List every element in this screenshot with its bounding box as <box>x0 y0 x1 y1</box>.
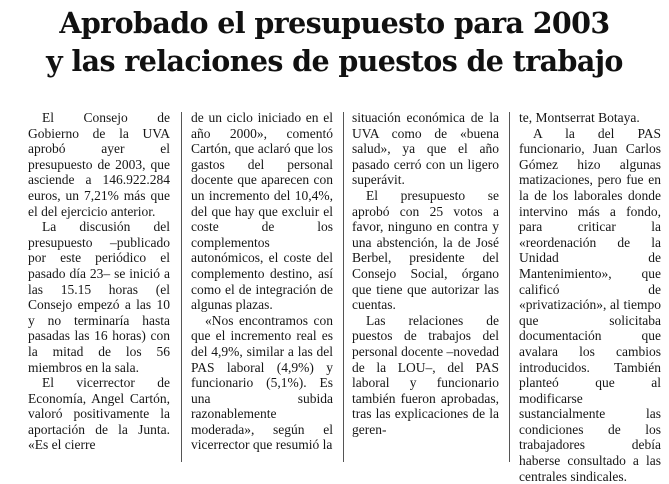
article-column-4 <box>519 110 661 484</box>
paragraph: te, Montserrat Botaya. <box>519 110 640 125</box>
headline-line-2: y las relaciones de puestos de trabajo <box>46 44 623 78</box>
paragraph: situación económica de la UVA como de «buena salud», ya que el año pasado cerró con un ligero superávit. <box>352 110 499 188</box>
paragraph: La discusión del presupuesto –publicado por este periódico el pasado día 23– se inició a las 15.15 horas (el Consejo empezó a las 10 y no terminaría hasta pasadas las 16 horas) con la mitad de los 56 miembros en la sala. <box>28 219 170 375</box>
paragraph: El presupuesto se aprobó con 25 votos a favor, ninguno en contra y una abstención, la de José Berbel, presidente del Consejo Social, órgano que tiene que autorizar las cuentas. <box>352 187 499 313</box>
column-rule <box>509 112 510 462</box>
paragraph: «Nos encontramos con que el incremento real es del 4,9%, similar a las del PAS laboral (4,9%) y funcionario (5,1%). Es una subida razonablemente moderada», según el vicerrector que resumió la <box>191 312 333 453</box>
headline-line-1: Aprobado el presupuesto para 2003 <box>59 6 610 40</box>
article-column-3 <box>352 110 499 465</box>
column-rule <box>181 112 182 462</box>
column-rule <box>343 112 344 462</box>
paragraph: El Consejo de Gobierno de la UVA aprobó ayer el presupuesto de 2003, que asciende a 146.922.284 euros, un 7,21% más que el del ejercicio anterior. <box>28 110 170 219</box>
article-column-2 <box>191 110 333 465</box>
paragraph: de un ciclo iniciado en el año 2000», comentó Cartón, que aclaró que los gastos del personal docente que aparecen con un incremento del 10,4%, del que hay que excluir el coste de los complementos autonómicos, el coste del complemento destino, así como el de integración de algunas plazas. <box>191 110 333 313</box>
headline <box>0 4 669 80</box>
article-column-1 <box>28 110 170 465</box>
paragraph: El vicerrector de Economía, Angel Cartón, valoró positivamente la aportación de la Junta. «Es el cierre <box>28 375 170 453</box>
paragraph: Las relaciones de puestos de trabajos del personal docente –novedad de la LOU–, del PAS laboral y funcionario también fueron aprobadas, tras las explicaciones de la geren- <box>352 312 499 437</box>
paragraph: A la del PAS funcionario, Juan Carlos Gómez hizo algunas matizaciones, pero fue en la de los laborales donde intervino más a fondo, para criticar la «reordenación de la Unidad de Mantenimiento», que calificó de «privatización», al tiempo que solicitaba documentación que avalara los cambios introducidos. También planteó que al modificarse sustancialmente las condiciones de los trabajadores debía haberse consultado a las centrales sindicales. <box>519 125 661 484</box>
